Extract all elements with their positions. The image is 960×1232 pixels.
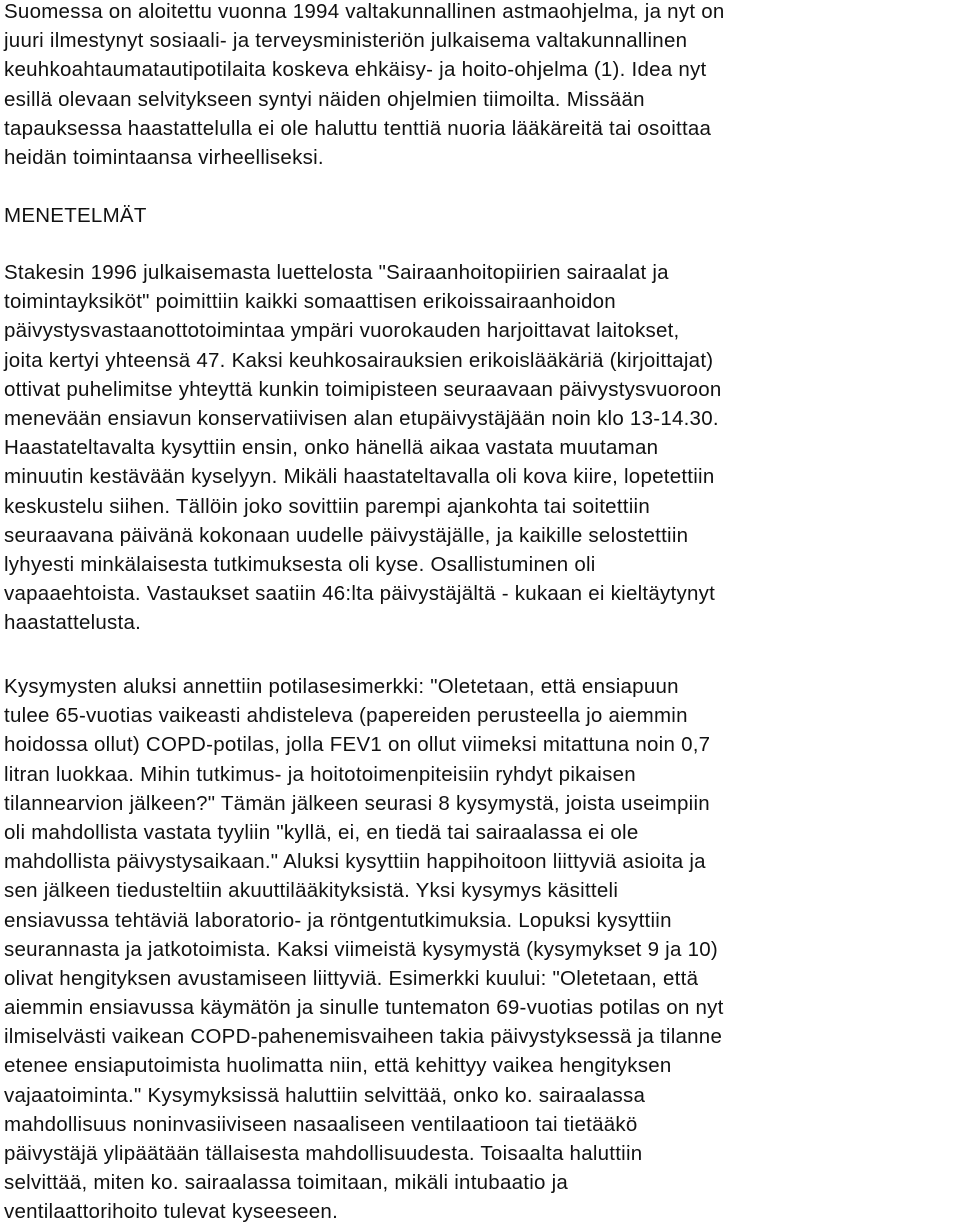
text-line: tilannearvion jälkeen?" Tämän jälkeen seurasi 8 kysymystä, joista useimpiin: [4, 791, 710, 815]
text-line: päivystäjä ylipäätään tällaisesta mahdollisuudesta. Toisaalta haluttiin: [4, 1142, 643, 1165]
questions-paragraph: [4, 672, 724, 1227]
text-line: menevään ensiavun konservatiivisen alan etupäivystäjään noin klo 13-14.30.: [4, 406, 719, 430]
text-line: hoidossa ollut) COPD-potilas, jolla FEV1 on ollut viimeksi mitattuna noin 0,7: [4, 733, 711, 757]
section-heading-methods: [4, 201, 147, 230]
text-line: oli mahdollista vastata tyyliin "kyllä, ei, en tiedä tai sairaalassa ei ole: [4, 820, 639, 844]
text-line: sen jälkeen tiedusteltiin akuuttilääkityksistä. Yksi kysymys käsitteli: [4, 879, 619, 903]
text-line: toimintayksiköt" poimittiin kaikki somaattisen erikoissairaanhoidon: [4, 290, 616, 314]
text-line: Stakesin 1996 julkaisemasta luettelosta "Sairaanhoitopiirien sairaalat ja: [4, 261, 669, 284]
text-line: etenee ensiaputoimista huolimatta niin, että kehittyy vaikea hengityksen: [4, 1054, 672, 1078]
text-line: olivat hengityksen avustamiseen liittyviä. Esimerkki kuului: "Oletetaan, että: [4, 966, 699, 990]
text-line: litran luokkaa. Mihin tutkimus- ja hoitotoimenpiteisiin ryhdyt pikaisen: [4, 762, 636, 786]
text-line: keuhkoahtaumatautipotilaita koskeva ehkäisy- ja hoito-ohjelma (1). Idea nyt: [4, 58, 707, 82]
section-heading-text: MENETELMÄT: [4, 204, 147, 227]
text-line: vajaatoiminta." Kysymyksissä haluttiin selvittää, onko ko. sairaalassa: [4, 1083, 646, 1107]
text-line: haastattelusta.: [4, 611, 142, 635]
text-line: Haastateltavalta kysyttiin ensin, onko hänellä aikaa vastata muutaman: [4, 436, 659, 460]
text-line: esillä olevaan selvitykseen syntyi näiden ohjelmien tiimoilta. Missään: [4, 87, 645, 111]
intro-paragraph: [4, 0, 725, 172]
text-line: päivystysvastaanottotoimintaa ympäri vuorokauden harjoittavat laitokset,: [4, 319, 680, 343]
text-line: ensiavussa tehtäviä laboratorio- ja röntgentutkimuksia. Lopuksi kysyttiin: [4, 908, 672, 932]
text-line: mahdollista päivystysaikaan." Aluksi kysyttiin happihoitoon liittyviä asioita ja: [4, 850, 706, 874]
text-line: aiemmin ensiavussa käymätön ja sinulle tuntematon 69-vuotias potilas on nyt: [4, 996, 724, 1020]
text-line: tapauksessa haastattelulla ei ole haluttu tenttiä nuoria lääkäreitä tai osoittaa: [4, 116, 712, 140]
text-line: vapaaehtoista. Vastaukset saatiin 46:lta päivystäjältä - kukaan ei kieltäytynyt: [4, 582, 716, 606]
text-line: keskustelu siihen. Tällöin joko sovittiin parempi ajankohta tai soitettiin: [4, 494, 650, 518]
text-line: selvittää, miten ko. sairaalassa toimitaan, mikäli intubaatio ja: [4, 1171, 569, 1195]
text-line: Kysymysten aluksi annettiin potilasesimerkki: "Oletetaan, että ensiapuun: [4, 675, 679, 698]
text-line: juuri ilmestynyt sosiaali- ja terveysministeriön julkaisema valtakunnallinen: [4, 29, 688, 53]
text-line: minuutin kestävään kyselyyn. Mikäli haastateltavalla oli kova kiire, lopetettiin: [4, 465, 715, 489]
text-line: seurannasta ja jatkotoimista. Kaksi viimeistä kysymystä (kysymykset 9 ja 10): [4, 937, 718, 961]
text-line: ilmiselvästi vaikean COPD-pahenemisvaiheen takia päivystyksessä ja tilanne: [4, 1025, 723, 1049]
text-line: ventilaattorihoito tulevat kyseeseen.: [4, 1200, 339, 1224]
text-line: heidän toimintaansa virheelliseksi.: [4, 145, 324, 169]
text-line: mahdollisuus noninvasiiviseen nasaaliseen ventilaatioon tai tietääkö: [4, 1112, 638, 1136]
text-line: joita kertyi yhteensä 47. Kaksi keuhkosairauksien erikoislääkäriä (kirjoittajat): [4, 348, 714, 372]
text-line: seuraavana päivänä kokonaan uudelle päivystäjälle, ja kaikille selostettiin: [4, 523, 689, 547]
text-line: lyhyesti minkälaisesta tutkimuksesta oli kyse. Osallistuminen oli: [4, 552, 596, 576]
text-line: ottivat puhelimitse yhteyttä kunkin toimipisteen seuraavaan päivystysvuoroon: [4, 377, 722, 401]
text-line: Suomessa on aloitettu vuonna 1994 valtakunnallinen astmaohjelma, ja nyt on: [4, 0, 725, 23]
text-line: tulee 65-vuotias vaikeasti ahdisteleva (papereiden perusteella jo aiemmin: [4, 704, 688, 728]
methods-paragraph: [4, 258, 722, 637]
